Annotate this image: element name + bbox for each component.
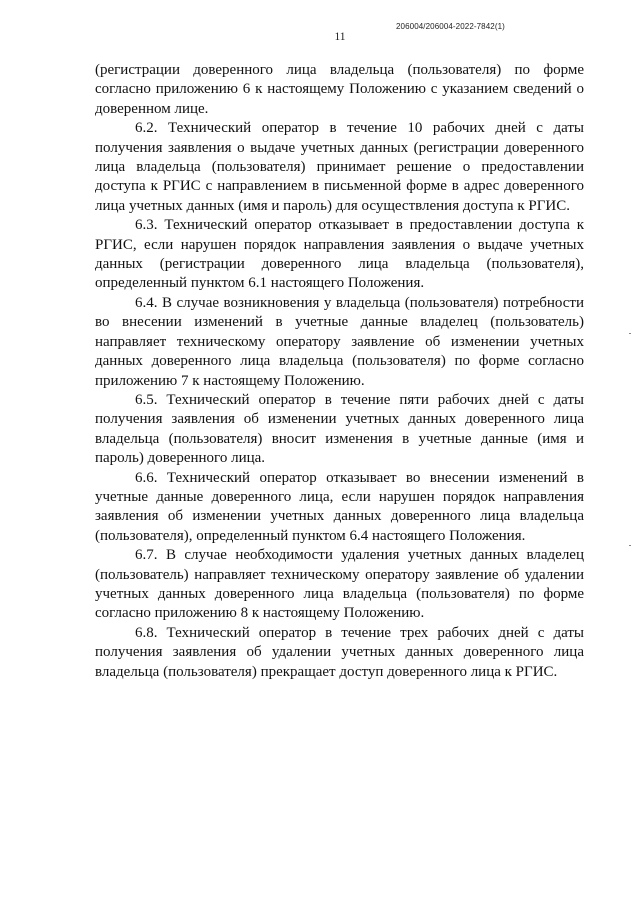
continuation-paragraph: (регистрации доверенного лица владельца (пользователя) по форме согласно приложению 6 к настоящему Положению с указанием сведений о доверенном лице.	[95, 62, 584, 117]
clause-6-3: 6.3. Технический оператор отказывает в предоставлении доступа к РГИС, если нарушен порядок направления заявления о выдаче учетных данных (регистрации доверенного лица владельца (пользователя), определенный пунктом 6.1 настоящего Положения.	[95, 217, 584, 292]
document-id: 206004/206004-2022-7842(1)	[396, 22, 505, 31]
page-number: 11	[334, 31, 346, 43]
clause-6-2: 6.2. Технический оператор в течение 10 рабочих дней с даты получения заявления о выдаче учетных данных (регистрации доверенного лица владельца (пользователя) принимает решение о предоставлении доступа к РГИС с направлением в письменной форме в адрес доверенного лица учетных данных (имя и пароль) для осуществления доступа к РГИС.	[95, 120, 584, 214]
clause-6-4: 6.4. В случае возникновения у владельца (пользователя) потребности во внесении изменений в учетные данные владелец (пользователь) направляет техническому оператору заявление об изменении учетных данных доверенного лица владельца (пользователя) по форме согласно приложению 7 к настоящему Положению.	[95, 294, 584, 389]
scan-margin-mark	[629, 545, 631, 546]
scan-margin-mark	[629, 333, 631, 334]
clause-6-6: 6.6. Технический оператор отказывает во внесении изменений в учетные данные доверенного лица, если нарушен порядок направления заявления об изменении учетных данных доверенного лица владельца (пользователя), определенный пунктом 6.4 настоящего Положения.	[95, 469, 584, 544]
clause-6-8: 6.8. Технический оператор в течение трех рабочих дней с даты получения заявления об удалении учетных данных доверенного лица владельца (пользователя) прекращает доступ доверенного лица к РГИС.	[95, 624, 584, 680]
clause-6-7: 6.7. В случае необходимости удаления учетных данных владелец (пользователь) направляет техническому оператору заявление об удалении учетных данных доверенного лица владельца (пользователя) по форме согласно приложению 8 к настоящему Положению.	[95, 547, 584, 622]
document-body	[95, 61, 584, 682]
clause-6-5: 6.5. Технический оператор в течение пяти рабочих дней с даты получения заявления об изменении учетных данных доверенного лица владельца (пользователя) вносит изменения в учетные данные (имя и пароль) доверенного лица.	[95, 391, 584, 467]
